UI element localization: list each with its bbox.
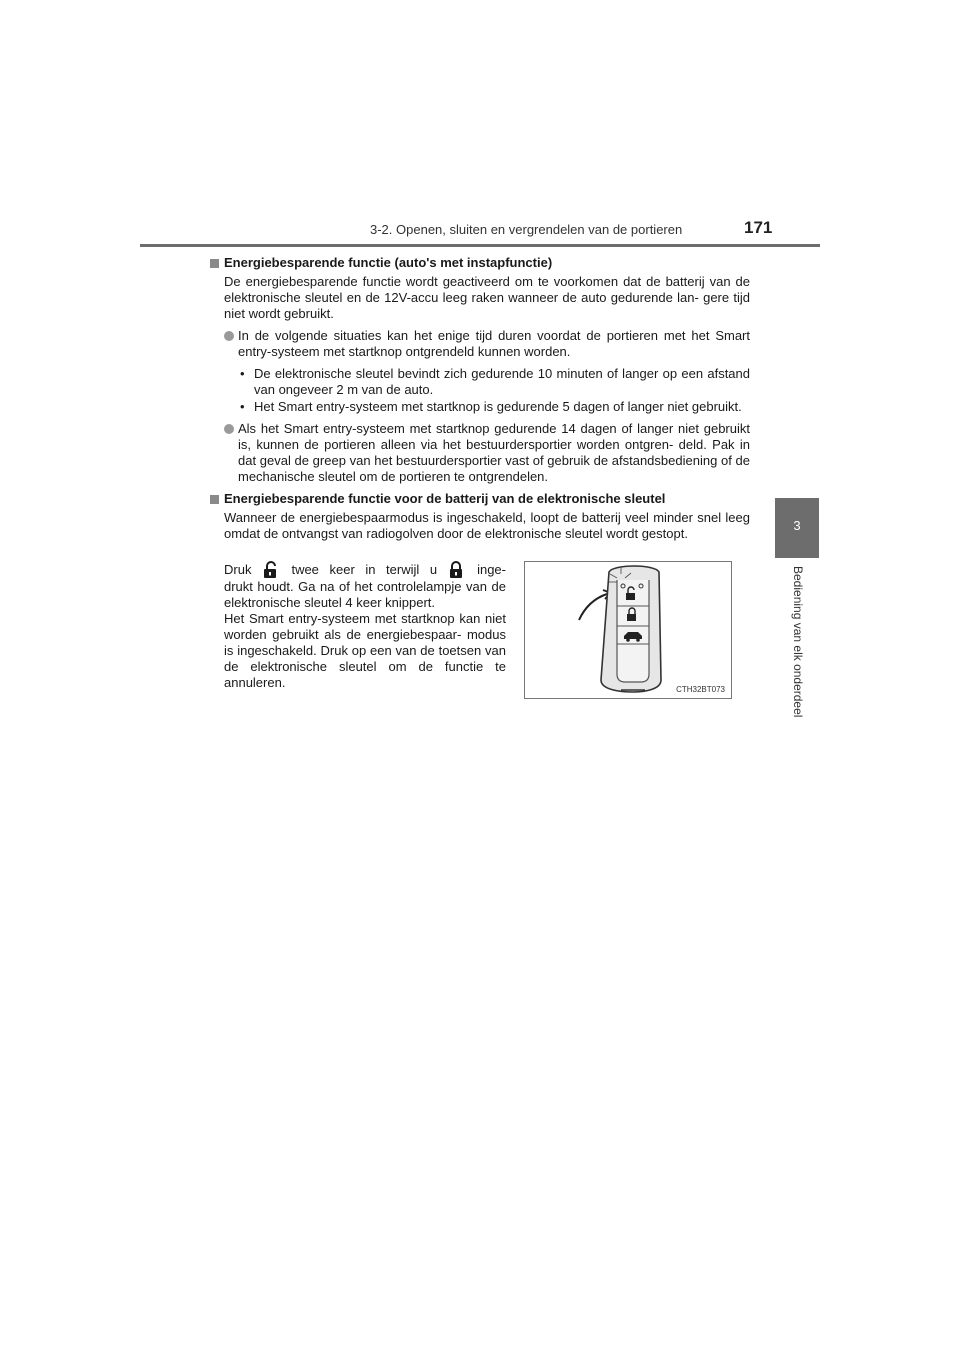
bullet-item — [224, 328, 750, 360]
unlock-icon — [257, 561, 285, 579]
instruction-text-part: Druk — [224, 562, 252, 577]
square-bullet-icon — [210, 259, 219, 268]
section-intro: De energiebesparende functie wordt geactiveerd om te voorkomen dat de batterij van de elektronische sleutel en de 12V-accu leeg raken wanneer de auto gedurende lan- gere tijd niet wordt gebruikt. — [224, 274, 750, 321]
lock-icon — [443, 561, 471, 579]
instruction-note: Het Smart entry-systeem met startknop kan niet worden gebruikt als de energiebespaar- modus is ingeschakeld. Druk op een van de toetsen van de elektronische sleutel om de functie te annuleren. — [224, 611, 506, 690]
dot-bullet-icon: • — [240, 366, 245, 381]
chapter-label-tab — [790, 566, 806, 731]
sub-list — [238, 366, 750, 415]
bullet-text: Als het Smart entry-systeem met startknop gedurende 14 dagen of langer niet gebruikt is, kunnen de portieren alleen via het bestuurdersportier worden ontgren- deld. Pak in dat geval de greep van het bestuurdersportier vast of gebruik de afstandsbediening of de mechanische sleutel om de portieren te ontgrendelen. — [238, 421, 750, 484]
section-intro: Wanneer de energiebespaarmodus is ingeschakeld, loopt de batterij veel minder snel leeg omdat de ontvangst van radiogolven door de elektronische sleutel wordt gestopt. — [224, 510, 750, 541]
dot-bullet-icon: • — [240, 399, 245, 414]
sub-list-text: De elektronische sleutel bevindt zich gedurende 10 minuten of langer op een afstand van ongeveer 2 m van de auto. — [254, 366, 750, 397]
header-section-title: 3-2. Openen, sluiten en vergrendelen van de portieren — [370, 222, 683, 237]
bullet-text: In de volgende situaties kan het enige tijd duren voordat de portieren met het Smart entry-systeem met startknop ontgrendeld kunnen worden. — [238, 328, 750, 359]
section-heading-energy-saving — [210, 255, 750, 271]
circle-bullet-icon — [224, 331, 234, 341]
section-heading-key-battery — [210, 491, 750, 507]
header-rule — [140, 244, 820, 247]
sub-list-item — [238, 366, 750, 398]
instruction-text-part: twee keer in terwijl u — [291, 562, 438, 577]
bullet-item — [224, 421, 750, 485]
chapter-tab — [775, 498, 819, 558]
circle-bullet-icon — [224, 424, 234, 434]
page-number: 171 — [744, 218, 773, 237]
chapter-label: Bediening van elk onderdeel — [791, 566, 805, 718]
instruction-text-part: inge- drukt houdt. Ga na of het controlelampje van de elektronische sleutel 4 keer knippert. — [224, 562, 506, 610]
section-heading-text: Energiebesparende functie voor de batterij van de elektronische sleutel — [224, 491, 666, 506]
key-fob-illustration — [525, 562, 731, 698]
sub-list-text: Het Smart entry-systeem met startknop is gedurende 5 dagen of langer niet gebruikt. — [254, 399, 742, 414]
figure-code: CTH32BT073 — [676, 685, 725, 694]
content — [210, 255, 750, 542]
square-bullet-icon — [210, 495, 219, 504]
key-fob-figure — [524, 561, 732, 699]
chapter-number: 3 — [793, 518, 801, 533]
sub-list-item — [238, 399, 750, 415]
section-heading-text: Energiebesparende functie (auto's met instapfunctie) — [224, 255, 553, 270]
instruction-text — [224, 561, 506, 691]
